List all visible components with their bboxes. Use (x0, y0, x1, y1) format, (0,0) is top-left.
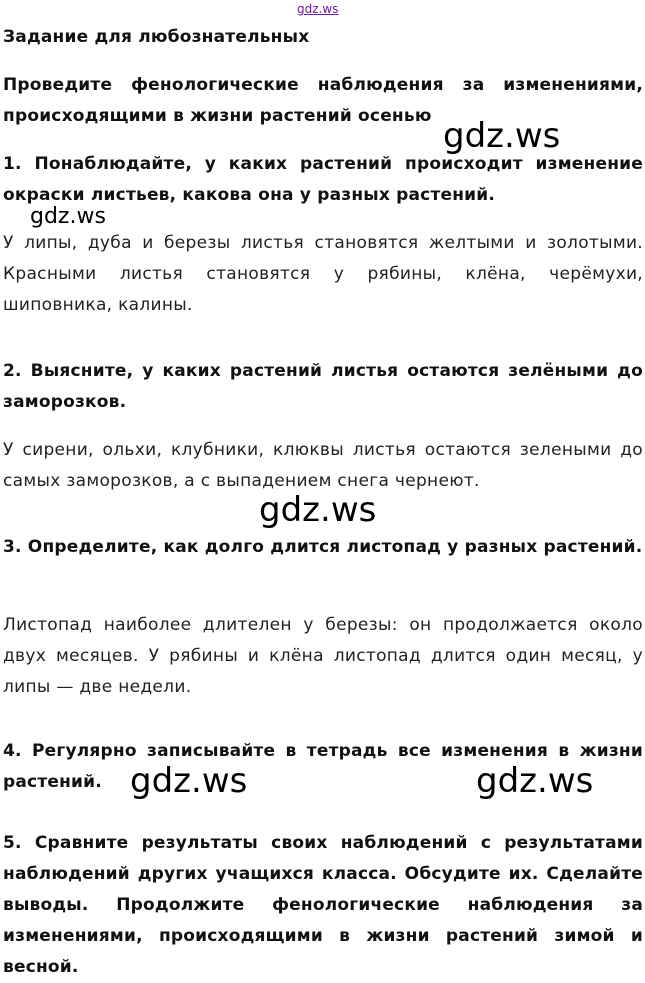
question-1: 1. Понаблюдайте, у каких растений происходит изменение окраски листьев, какова она у разных растений. (3, 154, 643, 205)
watermark-4: gdz.ws (130, 761, 248, 801)
question-5: 5. Сравните результаты своих наблюдений с результатами наблюдений других учащихся класса. Обсудите их. Сделайте выводы. Продолжите фенологические наблюдения за изменениями, происходящими в жизни растений зимой и весной. (3, 833, 643, 977)
question-2: 2. Выясните, у каких растений листья остаются зелёными до заморозков. (3, 361, 643, 412)
question-3: 3. Определите, как долго длится листопад у разных растений. (3, 537, 643, 557)
watermark-3: gdz.ws (259, 490, 377, 530)
answer-3: Листопад наиболее длителен у березы: он продолжается около двух месяцев. У рябины и клёна листопад длится один месяц, у липы — две недели. (3, 615, 643, 697)
assignment-header: Задание для любознательных (3, 27, 310, 47)
assignment-intro: Проведите фенологические наблюдения за изменениями, происходящими в жизни растений осенью (3, 75, 643, 126)
answer-2: У сирени, ольхи, клубники, клюквы листья остаются зелеными до самых заморозков, а с выпадением снега чернеют. (3, 440, 643, 491)
answer-1: У липы, дуба и березы листья становятся желтыми и золотыми. Красными листья становятся у рябины, клёна, черёмухи, шиповника, калины. (3, 233, 643, 315)
question-4: 4. Регулярно записывайте в тетрадь все изменения в жизни растений. (3, 741, 643, 792)
watermark-1: gdz.ws (443, 116, 561, 156)
watermark-2: gdz.ws (30, 204, 106, 229)
watermark-5: gdz.ws (476, 761, 594, 801)
watermark-top[interactable]: gdz.ws (297, 2, 339, 16)
